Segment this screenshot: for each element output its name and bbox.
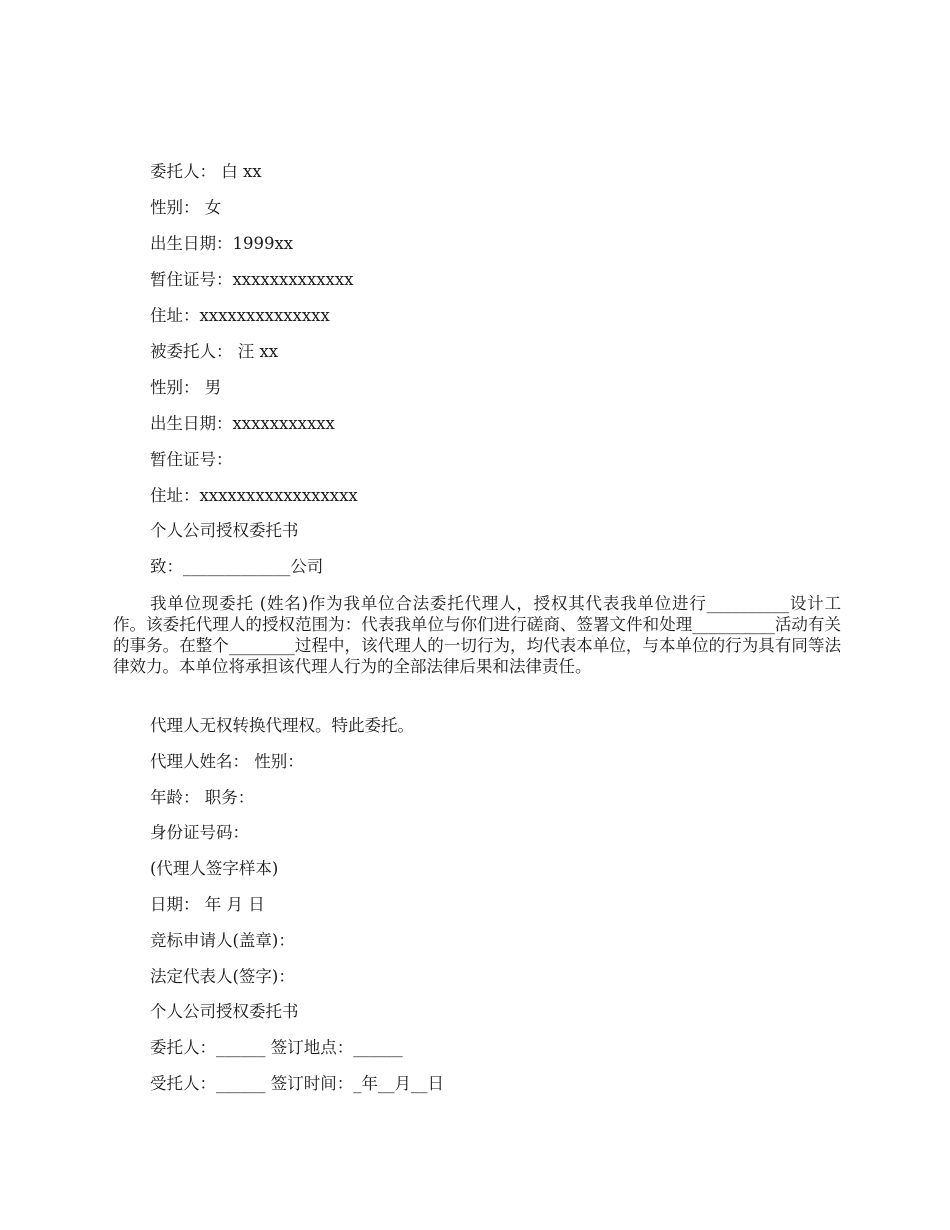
document-title: 个人公司授权委托书: [150, 521, 299, 540]
bidder-seal-line: 竞标申请人(盖章)：: [150, 931, 295, 950]
trustee-time-line: 受托人：______ 签订时间：_年__月__日: [150, 1074, 444, 1093]
no-transfer-line: 代理人无权转换代理权。特此委托。: [150, 716, 414, 735]
principal-name-line: 委托人： 白 xx: [150, 162, 262, 181]
principal-address-line: 住址：xxxxxxxxxxxxxx: [150, 306, 330, 325]
agent-name-line: 被委托人： 汪 xx: [150, 342, 279, 361]
agent-permit-line: 暂住证号：: [150, 450, 233, 469]
addressee-line: 致：_____________公司: [150, 557, 324, 576]
agent-birthdate-line: 出生日期：xxxxxxxxxxx: [150, 414, 335, 433]
principal-birthdate-line: 出生日期：1999xx: [150, 234, 294, 253]
principal-gender-line: 性别： 女: [150, 198, 222, 217]
authorization-paragraph: 我单位现委托 (姓名)作为我单位合法委托代理人，授权其代表我单位进行__________设计工作。该委托代理人的授权范围为：代表我单位与你们进行磋商、签署文件和处理__________活动有关的事务。在整个________过程中，该代理人的一切行为，均代表本单位，与本单位的行为具有同等法律效力。本单位将承担该代理人行为的全部法律后果和法律责任。: [113, 594, 841, 676]
agent-info-line: 代理人姓名： 性别：: [150, 752, 304, 771]
age-position-line: 年龄： 职务：: [150, 788, 255, 807]
principal-permit-line: 暂住证号：xxxxxxxxxxxxx: [150, 270, 354, 289]
agent-address-line: 住址：xxxxxxxxxxxxxxxxx: [150, 486, 358, 505]
second-title: 个人公司授权委托书: [150, 1002, 299, 1021]
id-number-line: 身份证号码：: [150, 823, 249, 842]
signature-sample-line: (代理人签字样本): [150, 859, 279, 878]
date-line: 日期： 年 月 日: [150, 895, 265, 914]
agent-gender-line: 性别： 男: [150, 378, 222, 397]
principal-location-line: 委托人：______ 签订地点：______: [150, 1038, 403, 1057]
legal-rep-line: 法定代表人(签字)：: [150, 967, 295, 986]
